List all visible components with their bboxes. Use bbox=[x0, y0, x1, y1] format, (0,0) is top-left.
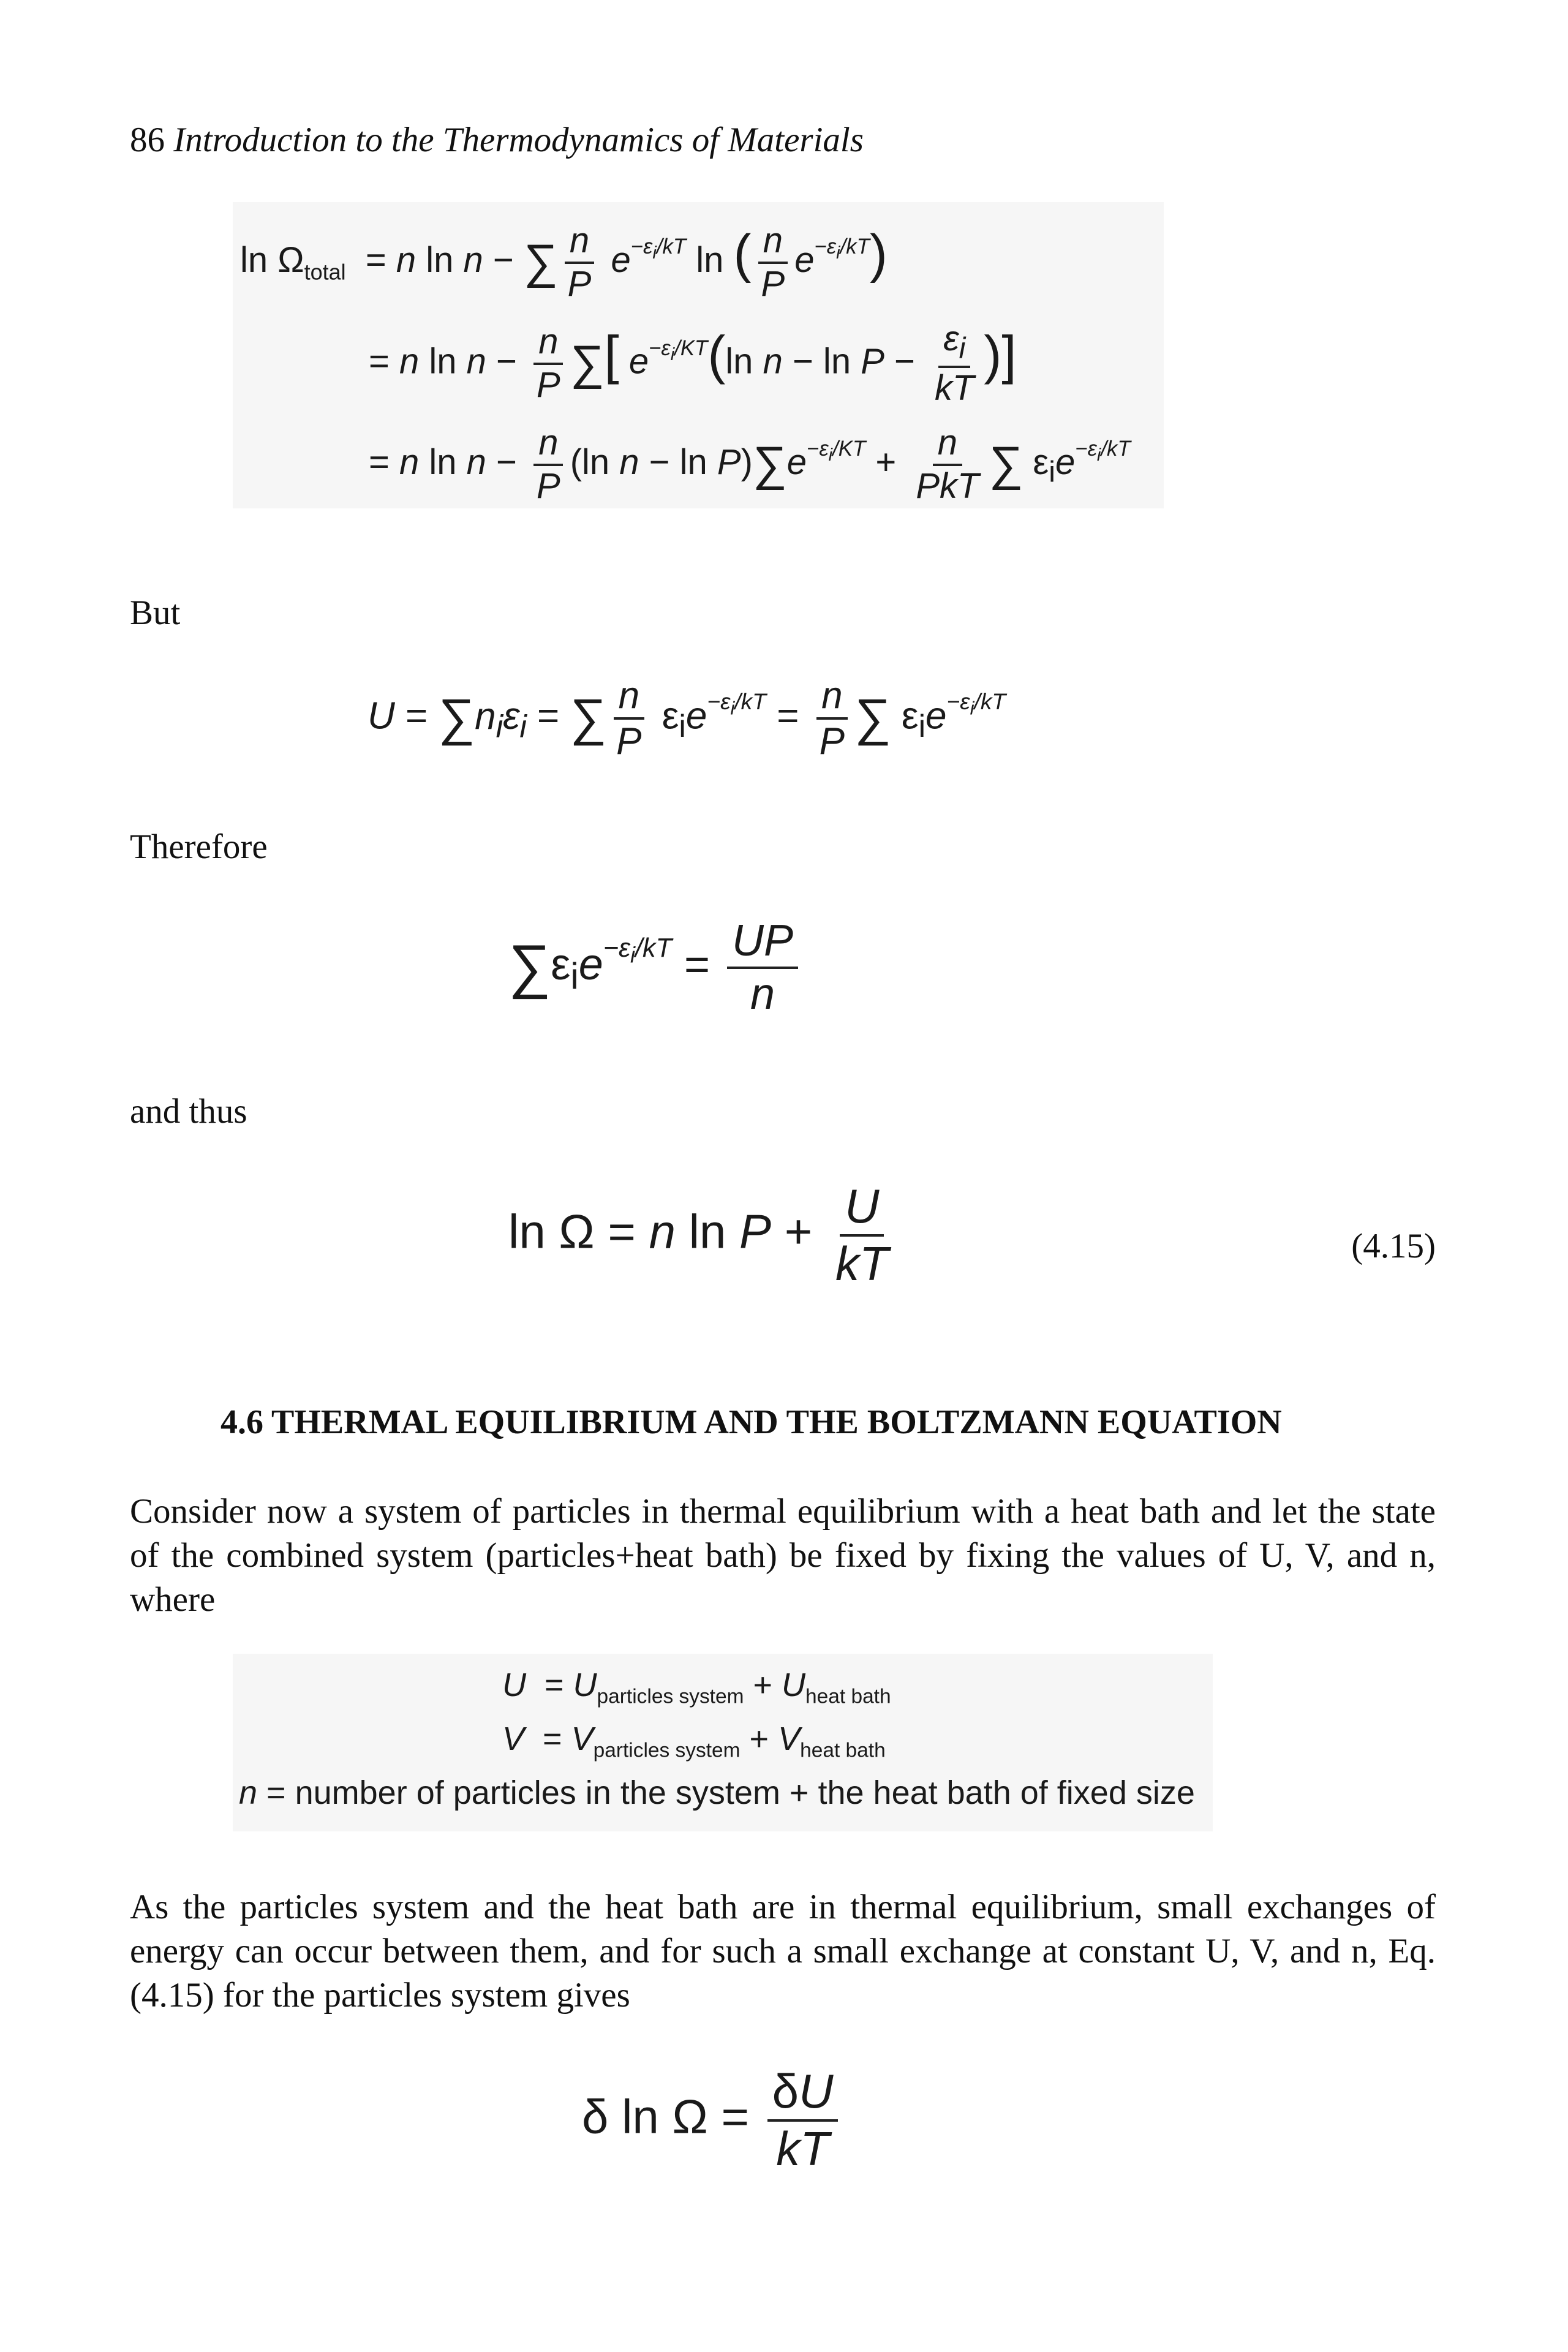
equation-internal-energy: $U = \sum n_i\varepsilon_i$ = ∑ $\frac{n}{P}$ $\varepsilon_ie^{-\varepsilon_i/kT}$ = $\frac{n}{P}$ ∑ $\varepsilon_ie^{-\varepsilon_i/kT}$ bbox=[368, 674, 1006, 763]
page-number: 86 bbox=[130, 121, 165, 159]
def-u-heat-bath: heat bath bbox=[805, 1685, 891, 1708]
word-but: But bbox=[130, 594, 181, 632]
equation-number: (4.15) bbox=[1351, 1227, 1436, 1265]
equation-4-15: ln Ω = n ln P + $\frac{U}{kT}$ bbox=[508, 1179, 889, 1291]
paragraph-consider: Consider now a system of particles in thermal equilibrium with a heat bath and let the state of the combined system (particles+heat bath) be fixed by fixing the values of U, V, and n, where bbox=[130, 1492, 1436, 1619]
def-n-line: number of particles in the system + the heat bath of fixed size bbox=[295, 1774, 1195, 1811]
def-u-particles-system: particles system bbox=[597, 1685, 744, 1708]
running-head bbox=[130, 120, 864, 160]
def-v-heat-bath: heat bath bbox=[800, 1739, 886, 1762]
equation-delta-ln-omega: δ ln Ω = $\frac{\delta U}{kT}$ bbox=[582, 2064, 843, 2176]
def-v-particles-system: particles system bbox=[593, 1739, 741, 1762]
word-therefore: Therefore bbox=[130, 827, 268, 866]
paragraph-as-the-particles: As the particles system and the heat bath are in thermal equilibrium, small exchanges of energy can occur between them, and for such a small exchange at constant U, V, and n, Eq. (4.15) for the particles system gives bbox=[130, 1888, 1436, 2015]
book-title: Introduction to the Thermodynamics of Materials bbox=[173, 121, 864, 159]
equation-ln-omega-total: $\ln \Omega_{total} = n$ ln n − ∑ $\frac{n}{P}$ $e^{-\varepsilon_i/kT}$ ln ( $\frac{n}{P}$ $e^{-\varepsilon_i/kT}$) = n ln n − $\frac{n}{P}$ ∑[ $e^{-\varepsilon_i/KT}(\ln$ n − ln P − $\frac{\varepsilon_i}{kT}$ )] = n ln n − $\frac{n}{P}$ (ln $n - \ln P)\sum e^{-\varepsilon_i/KT}$ + $\frac{n}{\text{PkT}}$ ∑ $\varepsilon_ie^{-\varepsilon_i/kT}$ bbox=[233, 202, 1164, 508]
definitions-block: $U = U_{particles system} + U_{heat bath}$ $V = V_{particles system} + V_{heat bath}$ n = number of particles in the system + the heat bath of fixed size bbox=[233, 1654, 1213, 1831]
equation-sum-up-over-n: $\sum\varepsilon_ie^{-\varepsilon_i/kT}$ = $\frac{UP}{n}$ bbox=[508, 916, 803, 1020]
word-and-thus: and thus bbox=[130, 1092, 247, 1131]
section-heading: 4.6 THERMAL EQUILIBRIUM AND THE BOLTZMANN EQUATION bbox=[221, 1403, 1282, 1441]
